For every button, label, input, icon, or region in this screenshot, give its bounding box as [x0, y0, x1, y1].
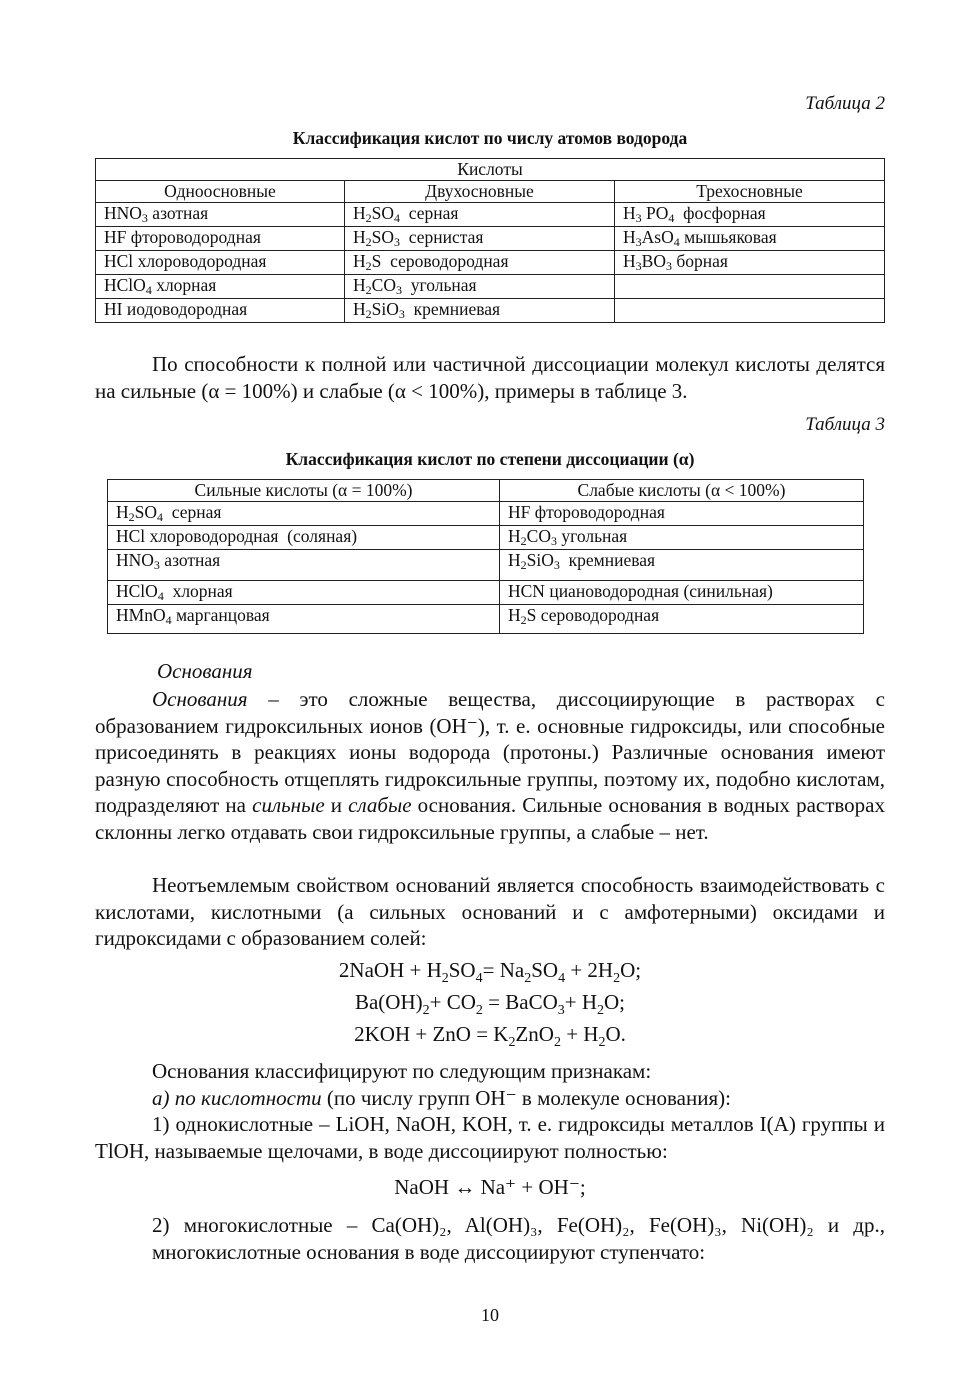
- equation-3: 2KOH + ZnO = $K_2ZnO_2 + H_2O$.: [354, 1022, 626, 1050]
- term-strong: сильные: [252, 793, 325, 817]
- table3-col-header: Слабые кислоты (α < 100%): [500, 480, 864, 502]
- definition-text: – это сложные вещества, диссоциирующие в растворах с образованием гидроксильных ионов (OH⁻), т. е. основные гидроксиды, или способные присоединять в реакциях ионы водорода (протоны.) Различные основания имеют разную способность отщеплять гидроксильные группы, поэтому их, подобно кислотам, подразделяют на: [95, 687, 885, 817]
- table-cell: HF фтороводородная: [500, 502, 864, 526]
- table3: [107, 479, 864, 634]
- paragraph-monoacid: 1) однокислотные – LiOH, NaOH, KOH, т. е. гидроксиды металлов I(A) группы и TlOH, называемые щелочами, в воде диссоциируют полностью:: [95, 1112, 885, 1163]
- paragraph-text: 2) многокислотные – Ca(OH)₂, Al(OH)₃, Fe(OH)₂, Fe(OH)₃, Ni(OH)₂ и др.,: [152, 1213, 885, 1237]
- table-row: [108, 502, 864, 526]
- table-cell: HCl хлороводородная: [96, 251, 345, 275]
- equation-2: $Ba(OH)_2+ CO_2$ = BaCO$_3$+ $H_2O$;: [354, 990, 626, 1018]
- table-cell: H3AsO4 мышьяковая: [615, 227, 885, 251]
- table-cell: H2SO4 серная: [345, 203, 615, 227]
- paragraph-text: Неотъемлемым свойством оснований является способность взаимодействовать с кислотами, кислотными (а сильных оснований и с амфотерными) оксидами и гидроксидами с образованием солей:: [95, 873, 885, 950]
- table-cell: HMnO4 марганцовая: [108, 605, 500, 634]
- table-cell: [615, 299, 885, 323]
- table-cell: H3 PO4 фосфорная: [615, 203, 885, 227]
- criterion-acidity: а) по кислотности: [152, 1085, 322, 1110]
- table-cell: HI иодоводородная: [96, 299, 345, 323]
- paragraph-properties: [95, 872, 885, 952]
- table-cell: H2SO4 серная: [108, 502, 500, 526]
- table-cell: HCl хлороводородная (соляная): [108, 526, 500, 550]
- table-row: [96, 299, 885, 323]
- table2-group-header: Кислоты: [96, 159, 885, 181]
- table-row: [108, 605, 864, 634]
- table2-caption: Таблица 2: [805, 93, 885, 114]
- table-cell: H2CO3 угольная: [500, 526, 864, 550]
- criterion-text: (по числу групп OH⁻ в молекуле основания):: [321, 1085, 731, 1110]
- table-row: [96, 227, 885, 251]
- table2-col-header: Одноосновные: [96, 181, 345, 203]
- term-bases: Основания: [152, 687, 248, 711]
- table3-col-header: Сильные кислоты (α = 100%): [108, 480, 500, 502]
- paragraph-text: Основания классифицируют по следующим признакам:: [152, 1059, 652, 1083]
- table3-caption: Таблица 3: [805, 414, 885, 435]
- paragraph-text: По способности к полной или частичной диссоциации молекул кислоты делятся на сильные (α = 100%) и слабые (α < 100%), примеры в таблице 3.: [95, 352, 885, 403]
- table-row: [96, 203, 885, 227]
- table-cell: HClO4 хлорная: [108, 581, 500, 605]
- table-cell: HClO4 хлорная: [96, 275, 345, 299]
- table2-col-header: Двухосновные: [345, 181, 615, 203]
- table-cell: HF фтороводородная: [96, 227, 345, 251]
- table-row: [108, 581, 864, 605]
- table-row: [96, 275, 885, 299]
- equation-4: NaOH ↔ Na⁺ + OH⁻;: [394, 1175, 586, 1199]
- table2-title: Классификация кислот по числу атомов водорода: [292, 128, 688, 148]
- table-cell: HCN циановодородная (синильная): [500, 581, 864, 605]
- term-weak: слабые: [348, 793, 412, 817]
- table-cell: HNO3 азотная: [108, 550, 500, 581]
- table2-body: [96, 203, 885, 323]
- paragraph-classification: [95, 1058, 885, 1164]
- paragraph-polyacid: [95, 1212, 885, 1265]
- table-cell: H3BO3 борная: [615, 251, 885, 275]
- conjunction: и: [324, 793, 349, 817]
- table3-body: [108, 502, 864, 634]
- table-cell: H2SO3 сернистая: [345, 227, 615, 251]
- table-row: [96, 251, 885, 275]
- table-cell: H2SiO3 кремниевая: [345, 299, 615, 323]
- table-cell: H2S сероводородная: [500, 605, 864, 634]
- table-cell: H2CO3 угольная: [345, 275, 615, 299]
- equation-1: 2NaOH + $H_2SO_4= Na_2SO_4 + 2H_2O$;: [338, 958, 642, 986]
- table-row: [108, 526, 864, 550]
- paragraph-bases-definition: [95, 686, 885, 845]
- paragraph-dissociation: [95, 351, 885, 404]
- table2: [95, 158, 885, 323]
- page-number: 10: [481, 1305, 499, 1325]
- table-cell: HNO3 азотная: [96, 203, 345, 227]
- table2-col-header: Трехосновные: [615, 181, 885, 203]
- table-cell: H2SiO3 кремниевая: [500, 550, 864, 581]
- table-cell: H2S сероводородная: [345, 251, 615, 275]
- definition-end: основания. Сильные основания в водных растворах склонны легко отдавать свои гидроксильные группы, а слабые – нет.: [95, 793, 885, 844]
- section-heading: Основания: [157, 659, 253, 683]
- table-row: [108, 550, 864, 581]
- paragraph-text: многокислотные основания в воде диссоциируют ступенчато:: [152, 1239, 706, 1264]
- table-cell: [615, 275, 885, 299]
- table3-title: Классификация кислот по степени диссоциации (α): [285, 449, 695, 469]
